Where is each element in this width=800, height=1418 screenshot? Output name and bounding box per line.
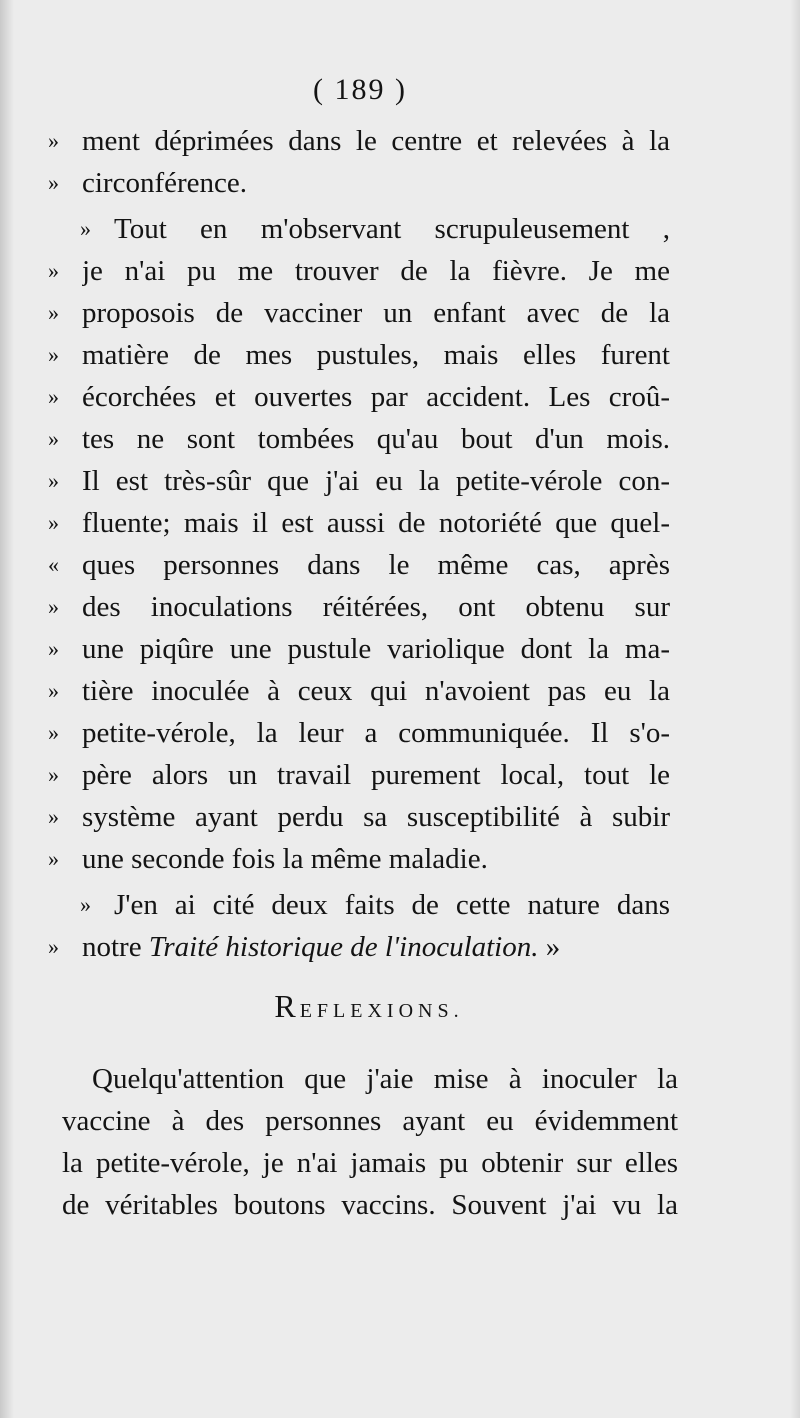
quote-mark: » — [48, 594, 59, 619]
line-text: Il est très-sûr que j'ai eu la petite-vérole con- — [82, 465, 670, 497]
quote-mark: » — [80, 892, 91, 917]
line-text: une seconde fois la même maladie. — [82, 843, 488, 875]
line-text: tes ne sont tombées qu'au bout d'un mois. — [82, 423, 670, 455]
heading-initial: R — [274, 988, 300, 1024]
line-text: des inoculations réitérées, ont obtenu sur — [82, 591, 670, 623]
line-text: ment déprimées dans le centre et relevées à la — [82, 125, 670, 157]
line-text: petite-vérole, la leur a communiquée. Il s'o- — [82, 717, 670, 749]
heading-rest: EFLEXIONS. — [299, 1000, 464, 1022]
line-text: Tout en m'observant scrupuleusement , — [114, 213, 670, 245]
section-heading — [0, 988, 738, 1025]
line-text: système ayant perdu sa susceptibilité à subir — [82, 801, 670, 833]
page-number: ( 189 ) — [313, 73, 407, 106]
quote-mark: » — [48, 128, 59, 153]
line-text: ques personnes dans le même cas, après — [82, 549, 670, 581]
quote-mark: » — [48, 846, 59, 871]
quote-mark: » — [48, 510, 59, 535]
quote-mark: » — [80, 216, 91, 241]
quote-mark: » — [48, 762, 59, 787]
quote-mark: » — [48, 258, 59, 283]
line-text: J'en ai cité deux faits de cette nature dans — [114, 889, 670, 921]
line-text: fluente; mais il est aussi de notoriété que quel- — [82, 507, 670, 539]
closing-quote-mark: » — [545, 931, 561, 963]
line-text: tière inoculée à ceux qui n'avoient pas eu la — [82, 675, 670, 707]
quote-mark: » — [48, 468, 59, 493]
quote-mark: » — [48, 720, 59, 745]
quote-mark: « — [48, 552, 59, 577]
quote-mark: » — [48, 426, 59, 451]
quote-mark: » — [48, 342, 59, 367]
line-text: une piqûre une pustule variolique dont la ma- — [82, 633, 670, 665]
line-text: de véritables boutons vaccins. Souvent j'ai vu la — [62, 1189, 678, 1221]
line-text: matière de mes pustules, mais elles furent — [82, 339, 670, 371]
quote-mark: » — [48, 934, 59, 959]
quote-mark: » — [48, 170, 59, 195]
line-text: circonférence. — [82, 167, 248, 199]
quote-mark: » — [48, 804, 59, 829]
line-text — [82, 926, 670, 968]
quote-mark: » — [48, 636, 59, 661]
text-before-title: notre — [82, 931, 142, 963]
line-text: proposois de vacciner un enfant avec de la — [82, 297, 670, 329]
quote-mark: » — [48, 678, 59, 703]
line-text: la petite-vérole, je n'ai jamais pu obtenir sur elles — [62, 1147, 678, 1179]
line-text: je n'ai pu me trouver de la fièvre. Je me — [82, 255, 670, 287]
quote-mark: » — [48, 384, 59, 409]
line-text: vaccine à des personnes ayant eu évidemment — [62, 1105, 678, 1137]
line-text: écorchées et ouvertes par accident. Les croû- — [82, 381, 670, 413]
book-title: Traité historique de l'inoculation. — [148, 931, 539, 963]
line-text: Quelqu'attention que j'aie mise à inoculer la — [92, 1063, 678, 1095]
quote-mark: » — [48, 300, 59, 325]
line-text: père alors un travail purement local, tout le — [82, 759, 670, 791]
